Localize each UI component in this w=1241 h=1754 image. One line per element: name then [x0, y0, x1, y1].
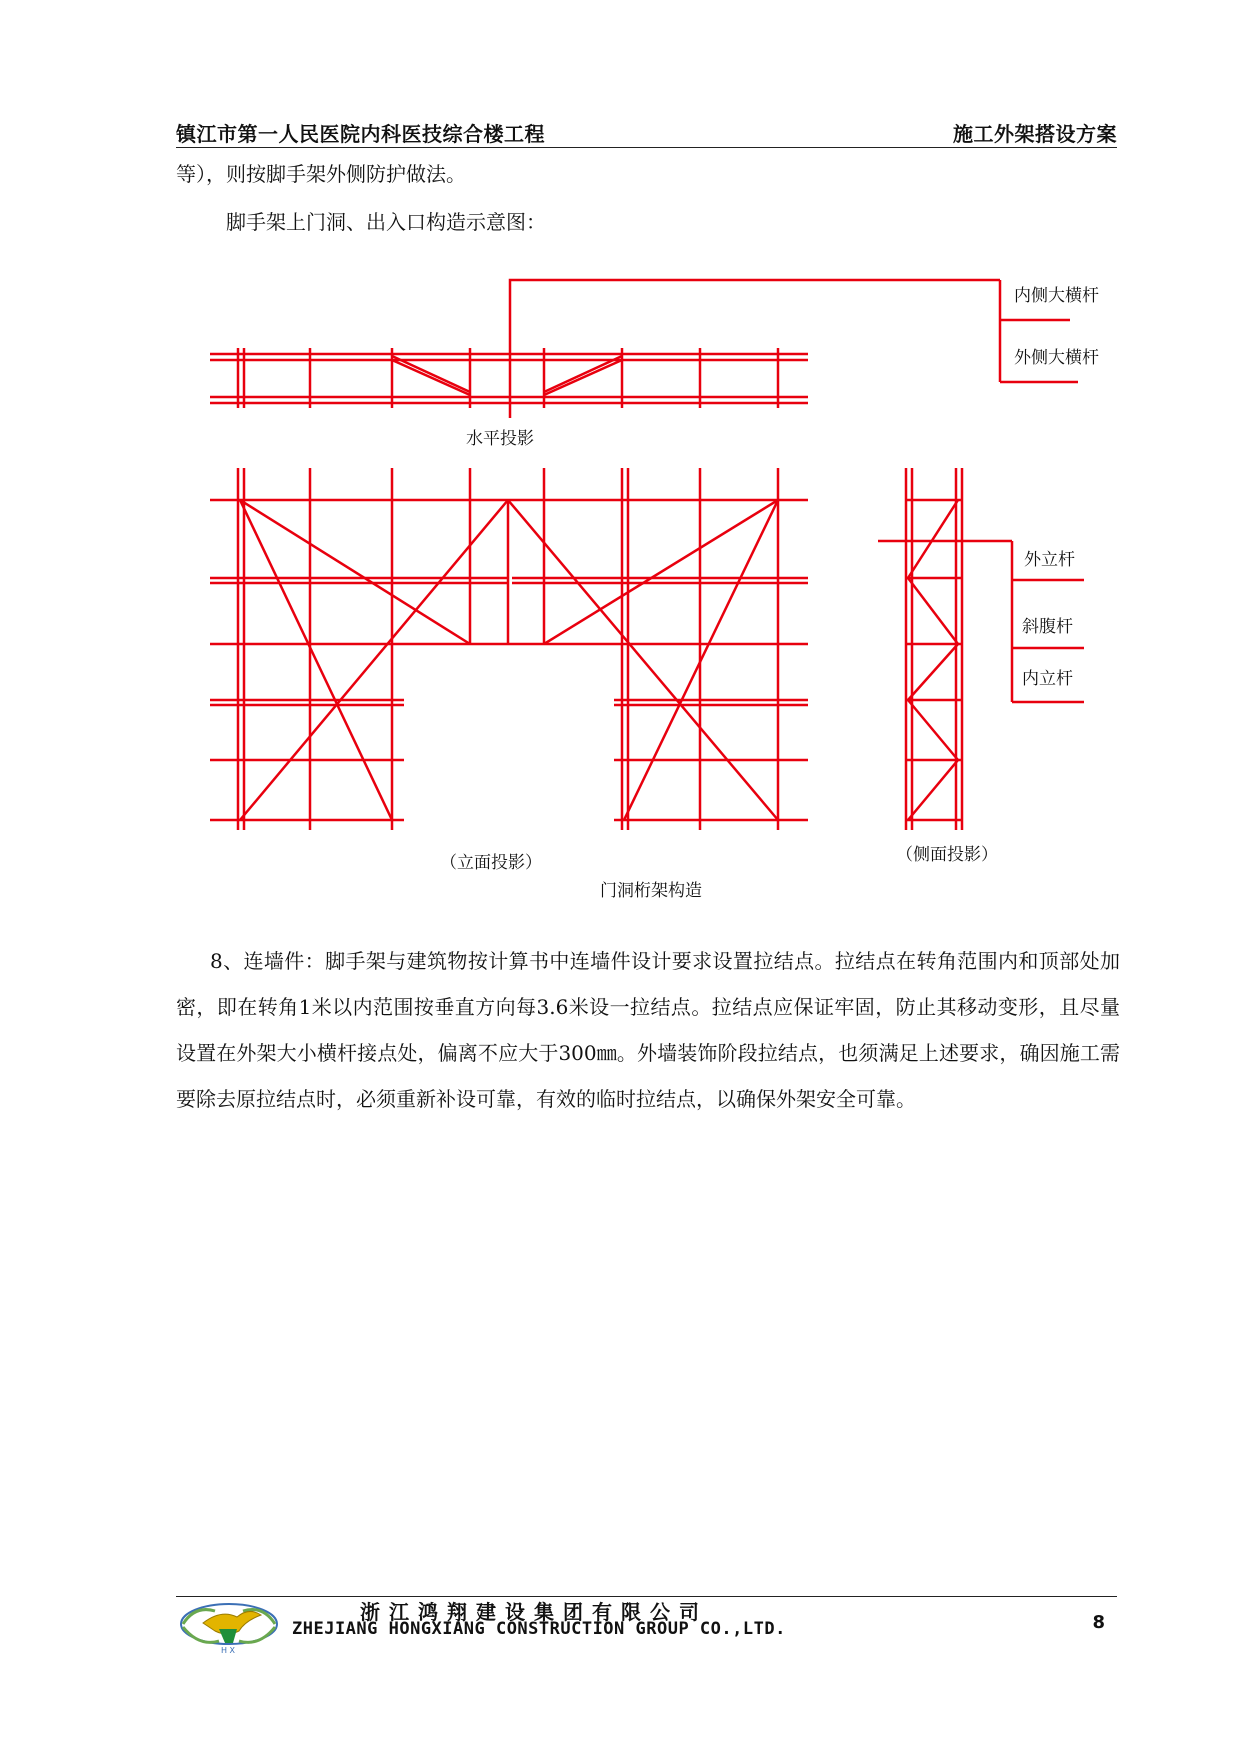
label-inner-ledger: 内侧大横杆: [1014, 286, 1099, 306]
label-elevation-view: （立面投影）: [440, 853, 542, 873]
label-plan-view: 水平投影: [466, 429, 534, 449]
section-8-paragraph: [176, 938, 1120, 1122]
logo-graphic: [181, 1604, 277, 1655]
diagram-lines: [210, 280, 1084, 830]
diagram-caption: 门洞桁架构造: [600, 881, 702, 901]
page-number: 8: [1092, 1612, 1105, 1633]
footer-company-cn: 浙江鸿翔建设集团有限公司: [360, 1600, 708, 1624]
label-side-view: （侧面投影）: [896, 845, 998, 865]
label-outer-standard: 外立杆: [1024, 550, 1075, 570]
side-view-lines: [906, 468, 962, 830]
label-inner-standard: 内立杆: [1022, 669, 1073, 689]
leader-lines: [510, 280, 1084, 702]
company-logo: [175, 1597, 285, 1655]
elevation-view-lines: [210, 468, 808, 830]
label-outer-ledger: 外侧大横杆: [1014, 348, 1099, 368]
section-8-text: 8、连墙件：脚手架与建筑物按计算书中连墙件设计要求设置拉结点。拉结点在转角范围内和顶部处加密，即在转角1米以内范围按垂直方向每3.6米设一拉结点。拉结点应保证牢固，防止其移动变形，且尽量设置在外架大小横杆接点处，偏离不应大于300㎜。外墙装饰阶段拉结点，也须满足上述要求，确因施工需要除去原拉结点时，必须重新补设可靠，有效的临时拉结点，以确保外架安全可靠。: [176, 949, 1120, 1111]
figure-intro: 脚手架上门洞、出入口构造示意图：: [226, 210, 546, 234]
footer-company-en: ZHEJIANG HONGXIANG CONSTRUCTION GROUP CO.,LTD.: [292, 1619, 786, 1639]
header-doc-title: 施工外架搭设方案: [953, 122, 1117, 146]
body-continuation-line: 等），则按脚手架外侧防护做法。: [176, 162, 466, 186]
label-diagonal-brace: 斜腹杆: [1022, 617, 1073, 637]
logo-letters: H X: [221, 1646, 236, 1655]
header-project-title: 镇江市第一人民医院内科医技综合楼工程: [176, 122, 545, 146]
